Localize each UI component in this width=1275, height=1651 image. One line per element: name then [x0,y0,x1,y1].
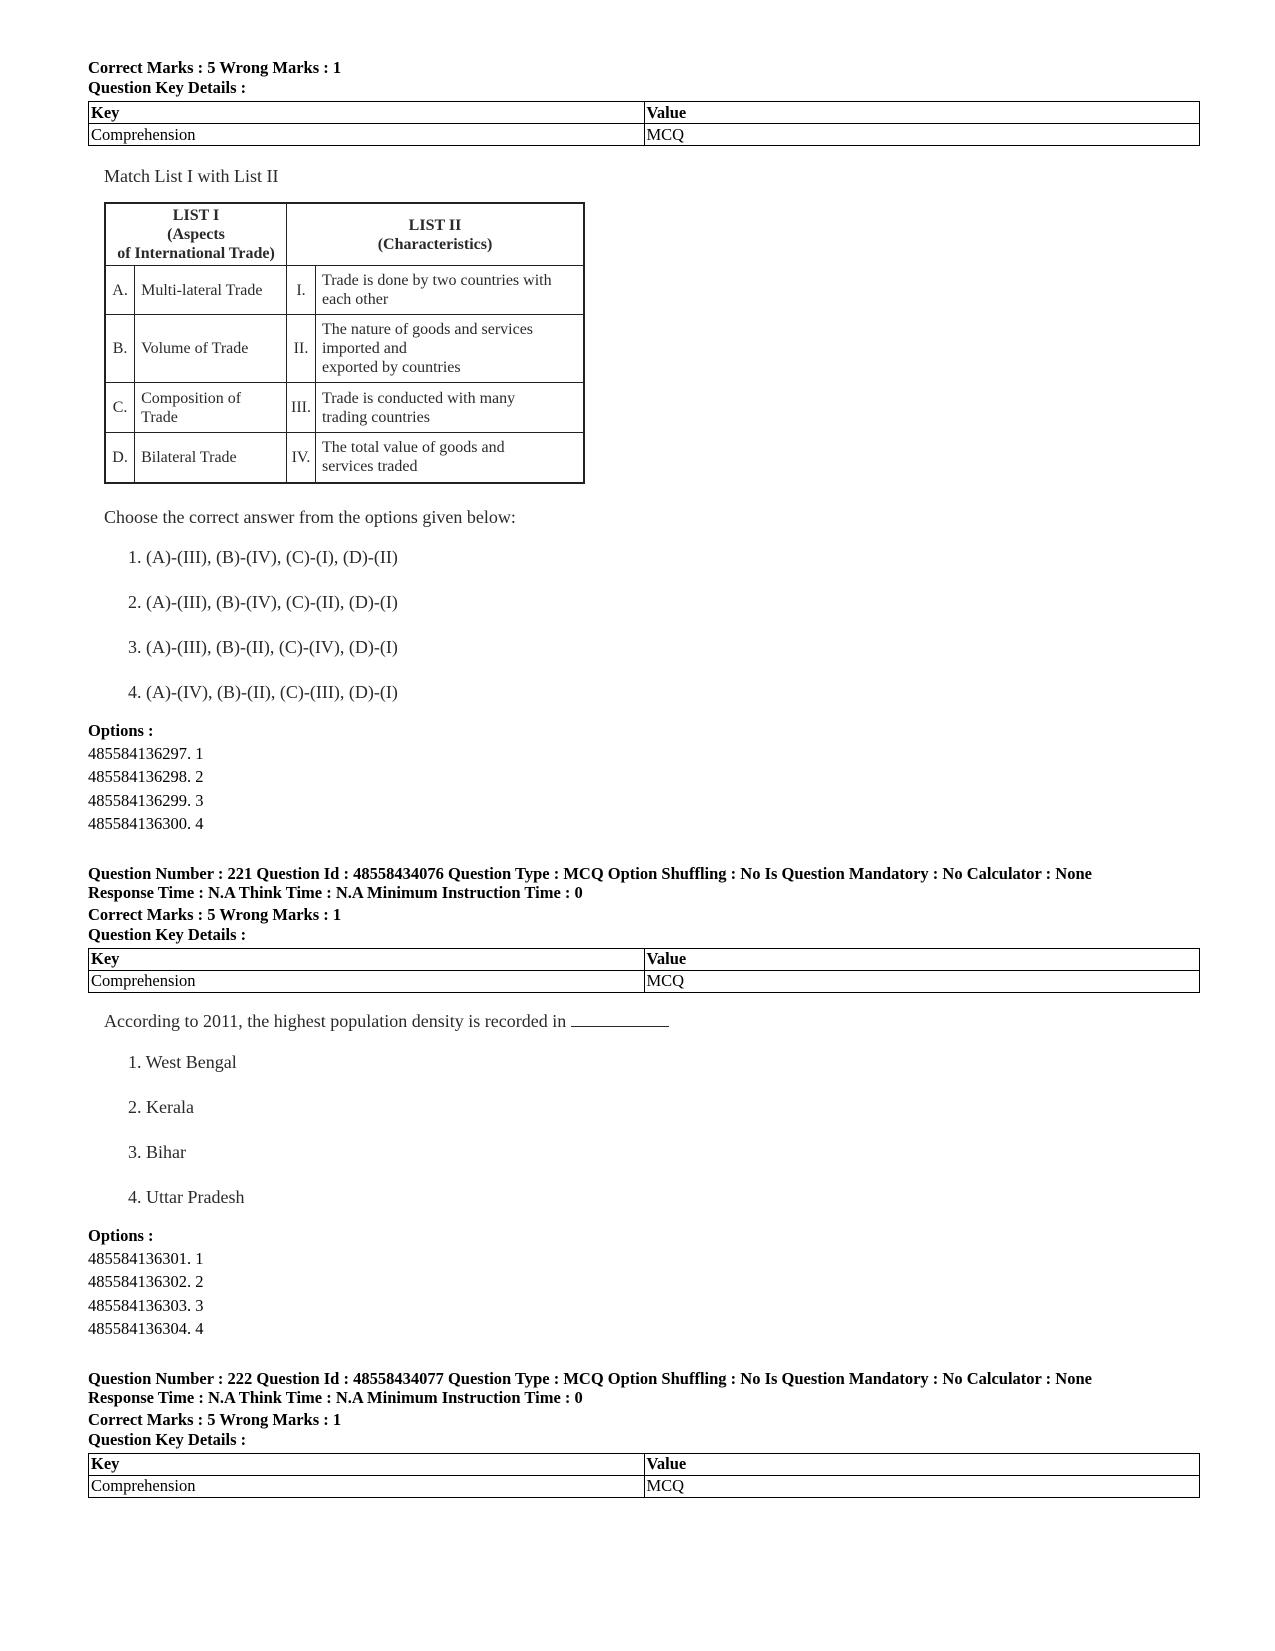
answer-blank [571,1008,669,1027]
value-header: Value [644,948,1200,970]
q221-options [88,1224,1200,1341]
q221-prompt: According to 2011, the highest population density is recorded in [104,1007,1200,1035]
q222-timing: Response Time : N.A Think Time : N.A Minimum Instruction Time : 0 [88,1387,583,1407]
option-id: 485584136300. 4 [88,814,204,833]
key-header: Key [89,948,645,970]
options-label: Options : [88,720,154,740]
match-row: B. Volume of Trade II. The nature of goods and services imported and exported by countries [105,315,584,383]
answer-choice: 2. (A)-(III), (B)-(IV), (C)-(II), (D)-(I) [128,591,398,612]
q220-key-table [88,101,1200,146]
match-row: D. Bilateral Trade IV. The total value of goods and services traded [105,433,584,483]
q220-question-image [104,162,1200,709]
option-id: 485584136299. 3 [88,790,204,810]
key-header: Key [89,102,645,124]
answer-choice: 4. (A)-(IV), (B)-(II), (C)-(III), (D)-(I) [128,681,398,702]
q221-header: Question Number : 221 Question Id : 48558434076 Question Type : MCQ Option Shuffling : No Is Question Mandatory : No Calculator : None [88,863,1092,883]
value-header: Value [644,1453,1200,1475]
answer-choice: 3. Bihar [128,1141,186,1162]
answer-choice: 3. (A)-(III), (B)-(II), (C)-(IV), (D)-(I) [128,636,398,657]
option-id: 485584136303. 3 [88,1295,204,1315]
match-table [104,202,585,484]
q222-key-table [88,1453,1200,1498]
answer-choices [128,1049,1200,1214]
value-cell: MCQ [644,970,1200,992]
choose-instruction: Choose the correct answer from the options given below: [104,506,516,527]
q221-key-table [88,948,1200,993]
match-row: C. Composition of Trade III. Trade is conducted with many trading countries [105,383,584,433]
q221-marks: Correct Marks : 5 Wrong Marks : 1 [88,904,342,924]
q220-key-details-label: Question Key Details : [88,78,247,97]
q221-question-image [104,1007,1200,1214]
option-id: 485584136302. 2 [88,1272,204,1291]
answer-choice: 4. Uttar Pradesh [128,1186,245,1207]
value-header: Value [644,102,1200,124]
list2-header: LIST II (Characteristics) [287,203,585,266]
option-id: 485584136297. 1 [88,743,204,763]
key-header: Key [89,1453,645,1475]
q221-key-details-label: Question Key Details : [88,924,247,944]
document-page [88,58,1200,1498]
key-cell: Comprehension [89,124,645,146]
options-label: Options : [88,1225,154,1245]
q220-marks: Correct Marks : 5 Wrong Marks : 1 [88,58,342,77]
list1-header: LIST I (Aspects of International Trade) [105,203,287,266]
key-cell: Comprehension [89,970,645,992]
answer-choice: 1. (A)-(III), (B)-(IV), (C)-(I), (D)-(II) [128,546,398,567]
option-id: 485584136298. 2 [88,767,204,786]
answer-choice: 1. West Bengal [128,1051,237,1072]
q220-options [88,719,1200,836]
key-cell: Comprehension [89,1475,645,1497]
q222-header: Question Number : 222 Question Id : 48558434077 Question Type : MCQ Option Shuffling : No Is Question Mandatory : No Calculator : None [88,1368,1092,1388]
q220-prompt: Match List I with List II [104,166,279,186]
option-id: 485584136304. 4 [88,1319,204,1338]
value-cell: MCQ [644,1475,1200,1497]
answer-choice: 2. Kerala [128,1096,194,1117]
match-row: A. Multi-lateral Trade I. Trade is done by two countries with each other [105,266,584,315]
q221-timing: Response Time : N.A Think Time : N.A Minimum Instruction Time : 0 [88,882,583,902]
q222-marks: Correct Marks : 5 Wrong Marks : 1 [88,1409,342,1429]
q222-key-details-label: Question Key Details : [88,1429,247,1449]
value-cell: MCQ [644,124,1200,146]
answer-choices [128,544,1200,709]
option-id: 485584136301. 1 [88,1248,204,1268]
